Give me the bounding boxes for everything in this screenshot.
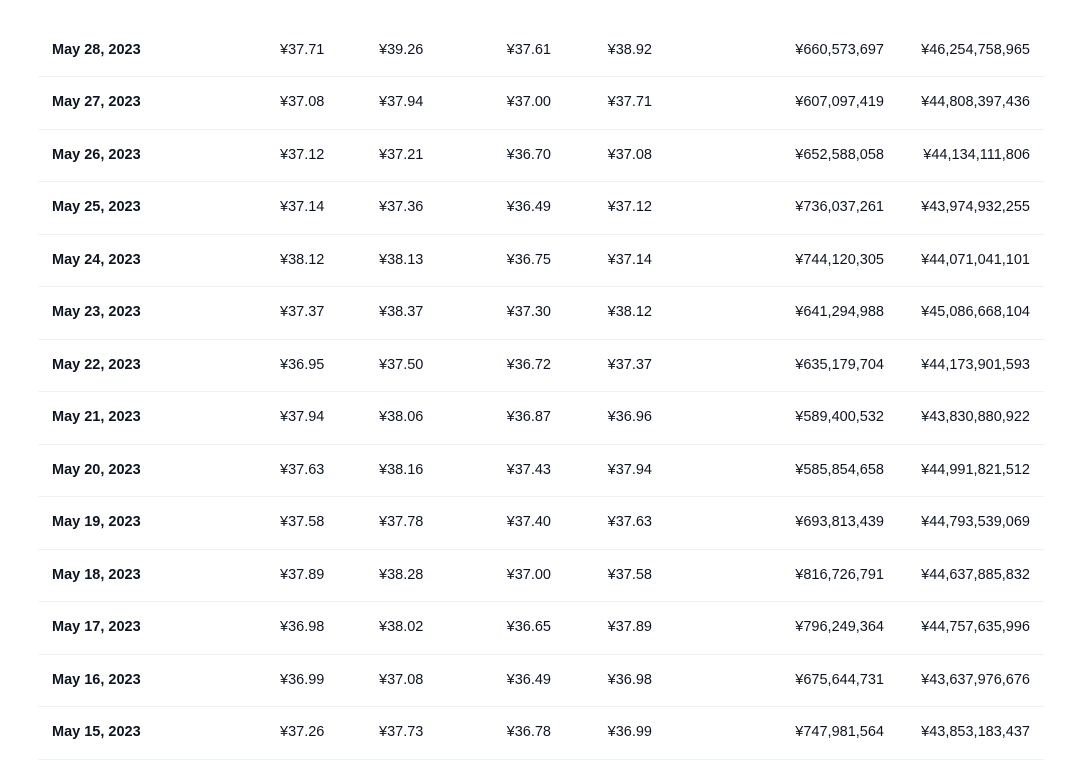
market-cap-cell: ¥44,808,397,436 — [921, 94, 1030, 110]
high-price-cell: ¥38.13 — [379, 251, 424, 268]
high-price-cell: ¥37.78 — [379, 514, 424, 530]
table-row — [38, 235, 1044, 288]
low-price-cell: ¥37.40 — [506, 514, 551, 530]
high-price-cell: ¥38.28 — [379, 566, 424, 583]
date-cell: May 27, 2023 — [52, 94, 141, 110]
volume-cell: ¥585,854,658 — [795, 461, 884, 478]
date-cell: May 25, 2023 — [52, 199, 141, 215]
high-price-cell: ¥37.73 — [379, 724, 424, 740]
table-row — [38, 182, 1044, 235]
market-cap-cell: ¥43,853,183,437 — [921, 724, 1030, 740]
market-cap-cell: ¥44,991,821,512 — [921, 461, 1030, 478]
volume-cell: ¥816,726,791 — [795, 566, 884, 583]
date-cell: May 15, 2023 — [52, 724, 141, 740]
high-price-cell: ¥38.02 — [379, 619, 424, 635]
close-price-cell: ¥38.92 — [607, 42, 652, 58]
volume-cell: ¥744,120,305 — [795, 251, 884, 268]
high-price-cell: ¥37.36 — [379, 199, 424, 215]
volume-cell: ¥796,249,364 — [795, 619, 884, 635]
open-price-cell: ¥37.37 — [280, 304, 325, 320]
high-price-cell: ¥38.16 — [379, 461, 424, 478]
low-price-cell: ¥37.00 — [506, 94, 551, 110]
open-price-cell: ¥37.12 — [280, 146, 325, 163]
open-price-cell: ¥37.89 — [280, 566, 325, 583]
date-cell: May 17, 2023 — [52, 619, 141, 635]
date-cell: May 21, 2023 — [52, 409, 141, 425]
table-row — [38, 602, 1044, 655]
table-row — [38, 130, 1044, 183]
historical-data-table — [38, 0, 1044, 760]
volume-cell: ¥747,981,564 — [795, 724, 884, 740]
low-price-cell: ¥36.65 — [506, 619, 551, 635]
high-price-cell: ¥37.50 — [379, 356, 424, 373]
date-cell: May 26, 2023 — [52, 146, 141, 163]
close-price-cell: ¥37.71 — [607, 94, 652, 110]
volume-cell: ¥693,813,439 — [795, 514, 884, 530]
market-cap-cell: ¥44,637,885,832 — [921, 566, 1030, 583]
high-price-cell: ¥37.08 — [379, 671, 424, 688]
volume-cell: ¥675,644,731 — [795, 671, 884, 688]
open-price-cell: ¥38.12 — [280, 251, 325, 268]
open-price-cell: ¥37.08 — [280, 94, 325, 110]
table-row — [38, 392, 1044, 445]
market-cap-cell: ¥45,086,668,104 — [921, 304, 1030, 320]
volume-cell: ¥641,294,988 — [795, 304, 884, 320]
market-cap-cell: ¥44,173,901,593 — [921, 356, 1030, 373]
table-row — [38, 0, 1044, 77]
close-price-cell: ¥37.37 — [607, 356, 652, 373]
date-cell: May 22, 2023 — [52, 356, 141, 373]
market-cap-cell: ¥46,254,758,965 — [921, 42, 1030, 58]
market-cap-cell: ¥44,134,111,806 — [923, 146, 1030, 163]
table-row — [38, 445, 1044, 498]
open-price-cell: ¥37.94 — [280, 409, 325, 425]
table-row — [38, 550, 1044, 603]
close-price-cell: ¥36.98 — [607, 671, 652, 688]
low-price-cell: ¥37.61 — [506, 42, 551, 58]
open-price-cell: ¥36.99 — [280, 671, 325, 688]
close-price-cell: ¥37.58 — [607, 566, 652, 583]
volume-cell: ¥589,400,532 — [795, 409, 884, 425]
open-price-cell: ¥37.63 — [280, 461, 325, 478]
market-cap-cell: ¥43,637,976,676 — [921, 671, 1030, 688]
close-price-cell: ¥37.12 — [607, 199, 652, 215]
high-price-cell: ¥38.37 — [379, 304, 424, 320]
open-price-cell: ¥37.58 — [280, 514, 325, 530]
close-price-cell: ¥38.12 — [607, 304, 652, 320]
low-price-cell: ¥36.49 — [506, 199, 551, 215]
low-price-cell: ¥36.72 — [506, 356, 551, 373]
low-price-cell: ¥36.87 — [506, 409, 551, 425]
close-price-cell: ¥37.63 — [607, 514, 652, 530]
market-cap-cell: ¥44,757,635,996 — [921, 619, 1030, 635]
date-cell: May 18, 2023 — [52, 566, 141, 583]
date-cell: May 24, 2023 — [52, 251, 141, 268]
high-price-cell: ¥37.94 — [379, 94, 424, 110]
close-price-cell: ¥37.89 — [607, 619, 652, 635]
high-price-cell: ¥39.26 — [379, 42, 424, 58]
market-cap-cell: ¥44,793,539,069 — [921, 514, 1030, 530]
high-price-cell: ¥37.21 — [379, 146, 424, 163]
open-price-cell: ¥37.71 — [280, 42, 325, 58]
table-row — [38, 655, 1044, 708]
date-cell: May 16, 2023 — [52, 671, 141, 688]
market-cap-cell: ¥43,974,932,255 — [921, 199, 1030, 215]
low-price-cell: ¥36.78 — [506, 724, 551, 740]
close-price-cell: ¥37.08 — [607, 146, 652, 163]
open-price-cell: ¥36.98 — [280, 619, 325, 635]
market-cap-cell: ¥43,830,880,922 — [921, 409, 1030, 425]
date-cell: May 28, 2023 — [52, 42, 141, 58]
table-body — [38, 0, 1044, 760]
low-price-cell: ¥37.43 — [506, 461, 551, 478]
low-price-cell: ¥36.75 — [506, 251, 551, 268]
volume-cell: ¥660,573,697 — [795, 42, 884, 58]
volume-cell: ¥652,588,058 — [795, 146, 884, 163]
table-row — [38, 287, 1044, 340]
table-row — [38, 497, 1044, 550]
close-price-cell: ¥37.14 — [607, 251, 652, 268]
high-price-cell: ¥38.06 — [379, 409, 424, 425]
table-row — [38, 77, 1044, 130]
date-cell: May 23, 2023 — [52, 304, 141, 320]
close-price-cell: ¥36.99 — [607, 724, 652, 740]
market-cap-cell: ¥44,071,041,101 — [921, 251, 1030, 268]
close-price-cell: ¥37.94 — [607, 461, 652, 478]
volume-cell: ¥736,037,261 — [795, 199, 884, 215]
open-price-cell: ¥36.95 — [280, 356, 325, 373]
low-price-cell: ¥37.30 — [506, 304, 551, 320]
volume-cell: ¥635,179,704 — [795, 356, 884, 373]
open-price-cell: ¥37.14 — [280, 199, 325, 215]
volume-cell: ¥607,097,419 — [795, 94, 884, 110]
close-price-cell: ¥36.96 — [607, 409, 652, 425]
date-cell: May 19, 2023 — [52, 514, 141, 530]
low-price-cell: ¥36.70 — [506, 146, 551, 163]
open-price-cell: ¥37.26 — [280, 724, 325, 740]
table-row — [38, 340, 1044, 393]
low-price-cell: ¥37.00 — [506, 566, 551, 583]
date-cell: May 20, 2023 — [52, 461, 141, 478]
low-price-cell: ¥36.49 — [506, 671, 551, 688]
table-row — [38, 707, 1044, 760]
